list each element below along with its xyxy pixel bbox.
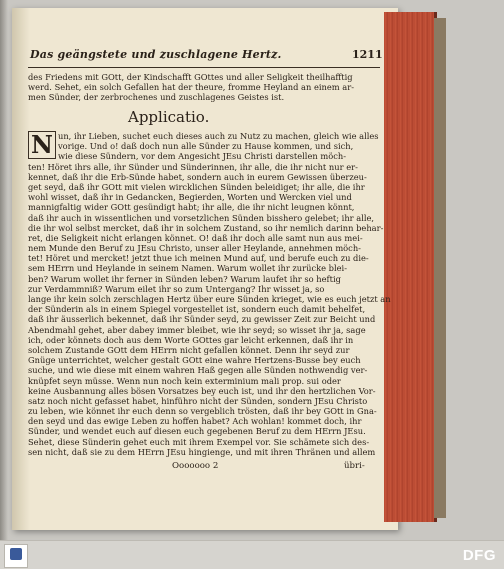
text-line: lange ihr kein solch zerschlagen Hertz über eure Sünden krieget, wie es euch jetzt an: [28, 294, 391, 304]
text-line: vorige. Und o! daß doch nun alle Sünder zu Hause kommen, und sich,: [58, 141, 354, 152]
text-line: daß ihr auch in wissentlichen und vorsetzlichen Sünden bisshero gelebet; ihr alle,: [28, 212, 375, 223]
text-line: solchem Zustande GOtt dem HErrn nicht gefallen könnet. Denn ihr seyd zur: [28, 344, 350, 355]
text-line: die ihr wol selbst mercket, daß ihr in solchem Zustand, so ihr nemlich darinn behar-: [28, 222, 384, 233]
catchword: übri-: [344, 461, 365, 471]
header-rule: [28, 67, 380, 68]
text-line: sen nicht, daß sie zu dem HErrn JEsu hingienge, und mit ihren Thränen und allem: [28, 446, 376, 457]
book-binding-shadow: [0, 0, 8, 540]
text-line: men Sünder, der zerbrochenes und zuschlagenes Geistes ist.: [28, 92, 285, 103]
text-line: ten! Höret ihrs alle, ihr Sünder und Sünderinnen, ihr alle, die ihr nicht nur er-: [28, 161, 358, 172]
running-head: Das geängstete und zuschlagene Hertz.: [30, 48, 282, 61]
text-line: zu leben, wie könnet ihr euch denn so vergeblich trösten, daß ihr bey GOtt in Gna-: [28, 406, 377, 417]
text-line: un, ihr Lieben, suchet euch dieses auch zu Nutz zu machen, gleich wie alles: [58, 131, 379, 141]
top-paragraph: [28, 72, 354, 103]
text-line: Abendmahl gehet, aber dabey immer bleibet, wie ihr seyd; so wisset ihr ja, sage: [28, 324, 366, 335]
text-line: ben? Warum wollet ihr ferner in Sünden leben? Warum laufet ihr so heftig: [28, 273, 341, 284]
text-line: ich, oder könnets doch aus dem Worte GOttes gar leicht erkennen, daß ihr in: [28, 334, 354, 345]
library-logo-icon[interactable]: [4, 544, 28, 568]
body-paragraph: [28, 131, 391, 457]
text-line: des Friedens mit GOtt, der Kindschafft GOttes und aller Seligkeit theilhafftig: [28, 72, 353, 82]
section-heading: Applicatio.: [128, 108, 210, 126]
text-line: Sünder, und wendet euch auf diesen euch gegebenen Beruf zu dem HErrn JEsu.: [28, 426, 366, 437]
text-line: zur Verdammniß? Warum eilet ihr so zum Untergang? Ihr wisset ja, so: [28, 283, 325, 294]
page-edge-red: [384, 12, 437, 522]
viewer-footer: [0, 540, 504, 569]
text-line: ret, die Seligkeit nicht erlangen könnet. O! daß ihr doch alle samt nun aus mei-: [28, 232, 363, 243]
text-line: Sehet, diese Sünderin gehet euch mit ihrem Exempel vor. Sie schämete sich des-: [28, 436, 370, 447]
text-line: mannigfaltig wider GOtt gesündigt habt; ihr alle, die ihr nicht leugnen könnt,: [28, 202, 355, 213]
drop-cap-initial: N: [28, 131, 56, 159]
text-line: daß ihr äusserlich bekennet, daß ihr Sünder seyd, zu gewisser Zeit zur Beicht und: [28, 314, 376, 325]
text-line: den seyd und das ewige Leben zu hoffen habet? Ach wohlan! kommet doch, ihr: [28, 416, 362, 427]
text-line: suche, und wie diese mit einem wahren Haß gegen alle Sünden nothwendig ver-: [28, 365, 368, 376]
text-line: get seyd, daß ihr GOtt mit vielen wircklichen Sünden beleidiget; ihr alle, die ihr: [28, 181, 365, 192]
page-number: 1211: [352, 48, 383, 61]
text-line: werd. Sehet, ein solch Gefallen hat der theure, fromme Heyland an einem ar-: [28, 82, 355, 93]
text-line: der Sünderin als in einem Spiegel vorgestellet ist, sondern euch damit behelfet,: [28, 304, 366, 315]
book-cover-edge: [434, 18, 446, 518]
text-line: tet! Höret und mercket! jetzt thue ich meinen Mund auf, und berufe euch zu die-: [28, 253, 369, 264]
text-line: keine Ausbannung alles bösen Vorsatzes bey euch ist, und ihr den hertzlichen Vor-: [28, 385, 376, 396]
text-line: knüpfet seyn müsse. Wenn nun noch kein exterminium mali prop. sui oder: [28, 375, 341, 386]
text-line: satz noch nicht gefasset habet, hinführo nicht der Sünden, sondern JEsu Christo: [28, 395, 368, 406]
text-line: nem Munde den Beruf zu JEsu Christo, unser aller Heylande, annehmen möch-: [28, 243, 361, 254]
text-line: wohl wisset, daß ihr in Gedancken, Begierden, Worten und Wercken viel und: [28, 192, 352, 203]
text-line: kennet, daß ihr die Erb-Sünde habet, sondern auch in eurem Gewissen überzeu-: [28, 171, 367, 182]
signature-mark: Ooooooo 2: [172, 461, 219, 471]
text-line: wie diese Sündern, vor dem Angesicht JEsu Christi darstellen möch-: [58, 151, 346, 162]
text-line: Gnüge unterrichtet, welcher gestalt GOtt eine wahre Hertzens-Busse bey euch: [28, 355, 361, 366]
text-line: sem HErrn und Heylande in seinem Namen. Warum wollet ihr zurücke blei-: [28, 263, 347, 274]
dfg-logo[interactable]: DFG: [462, 547, 496, 564]
